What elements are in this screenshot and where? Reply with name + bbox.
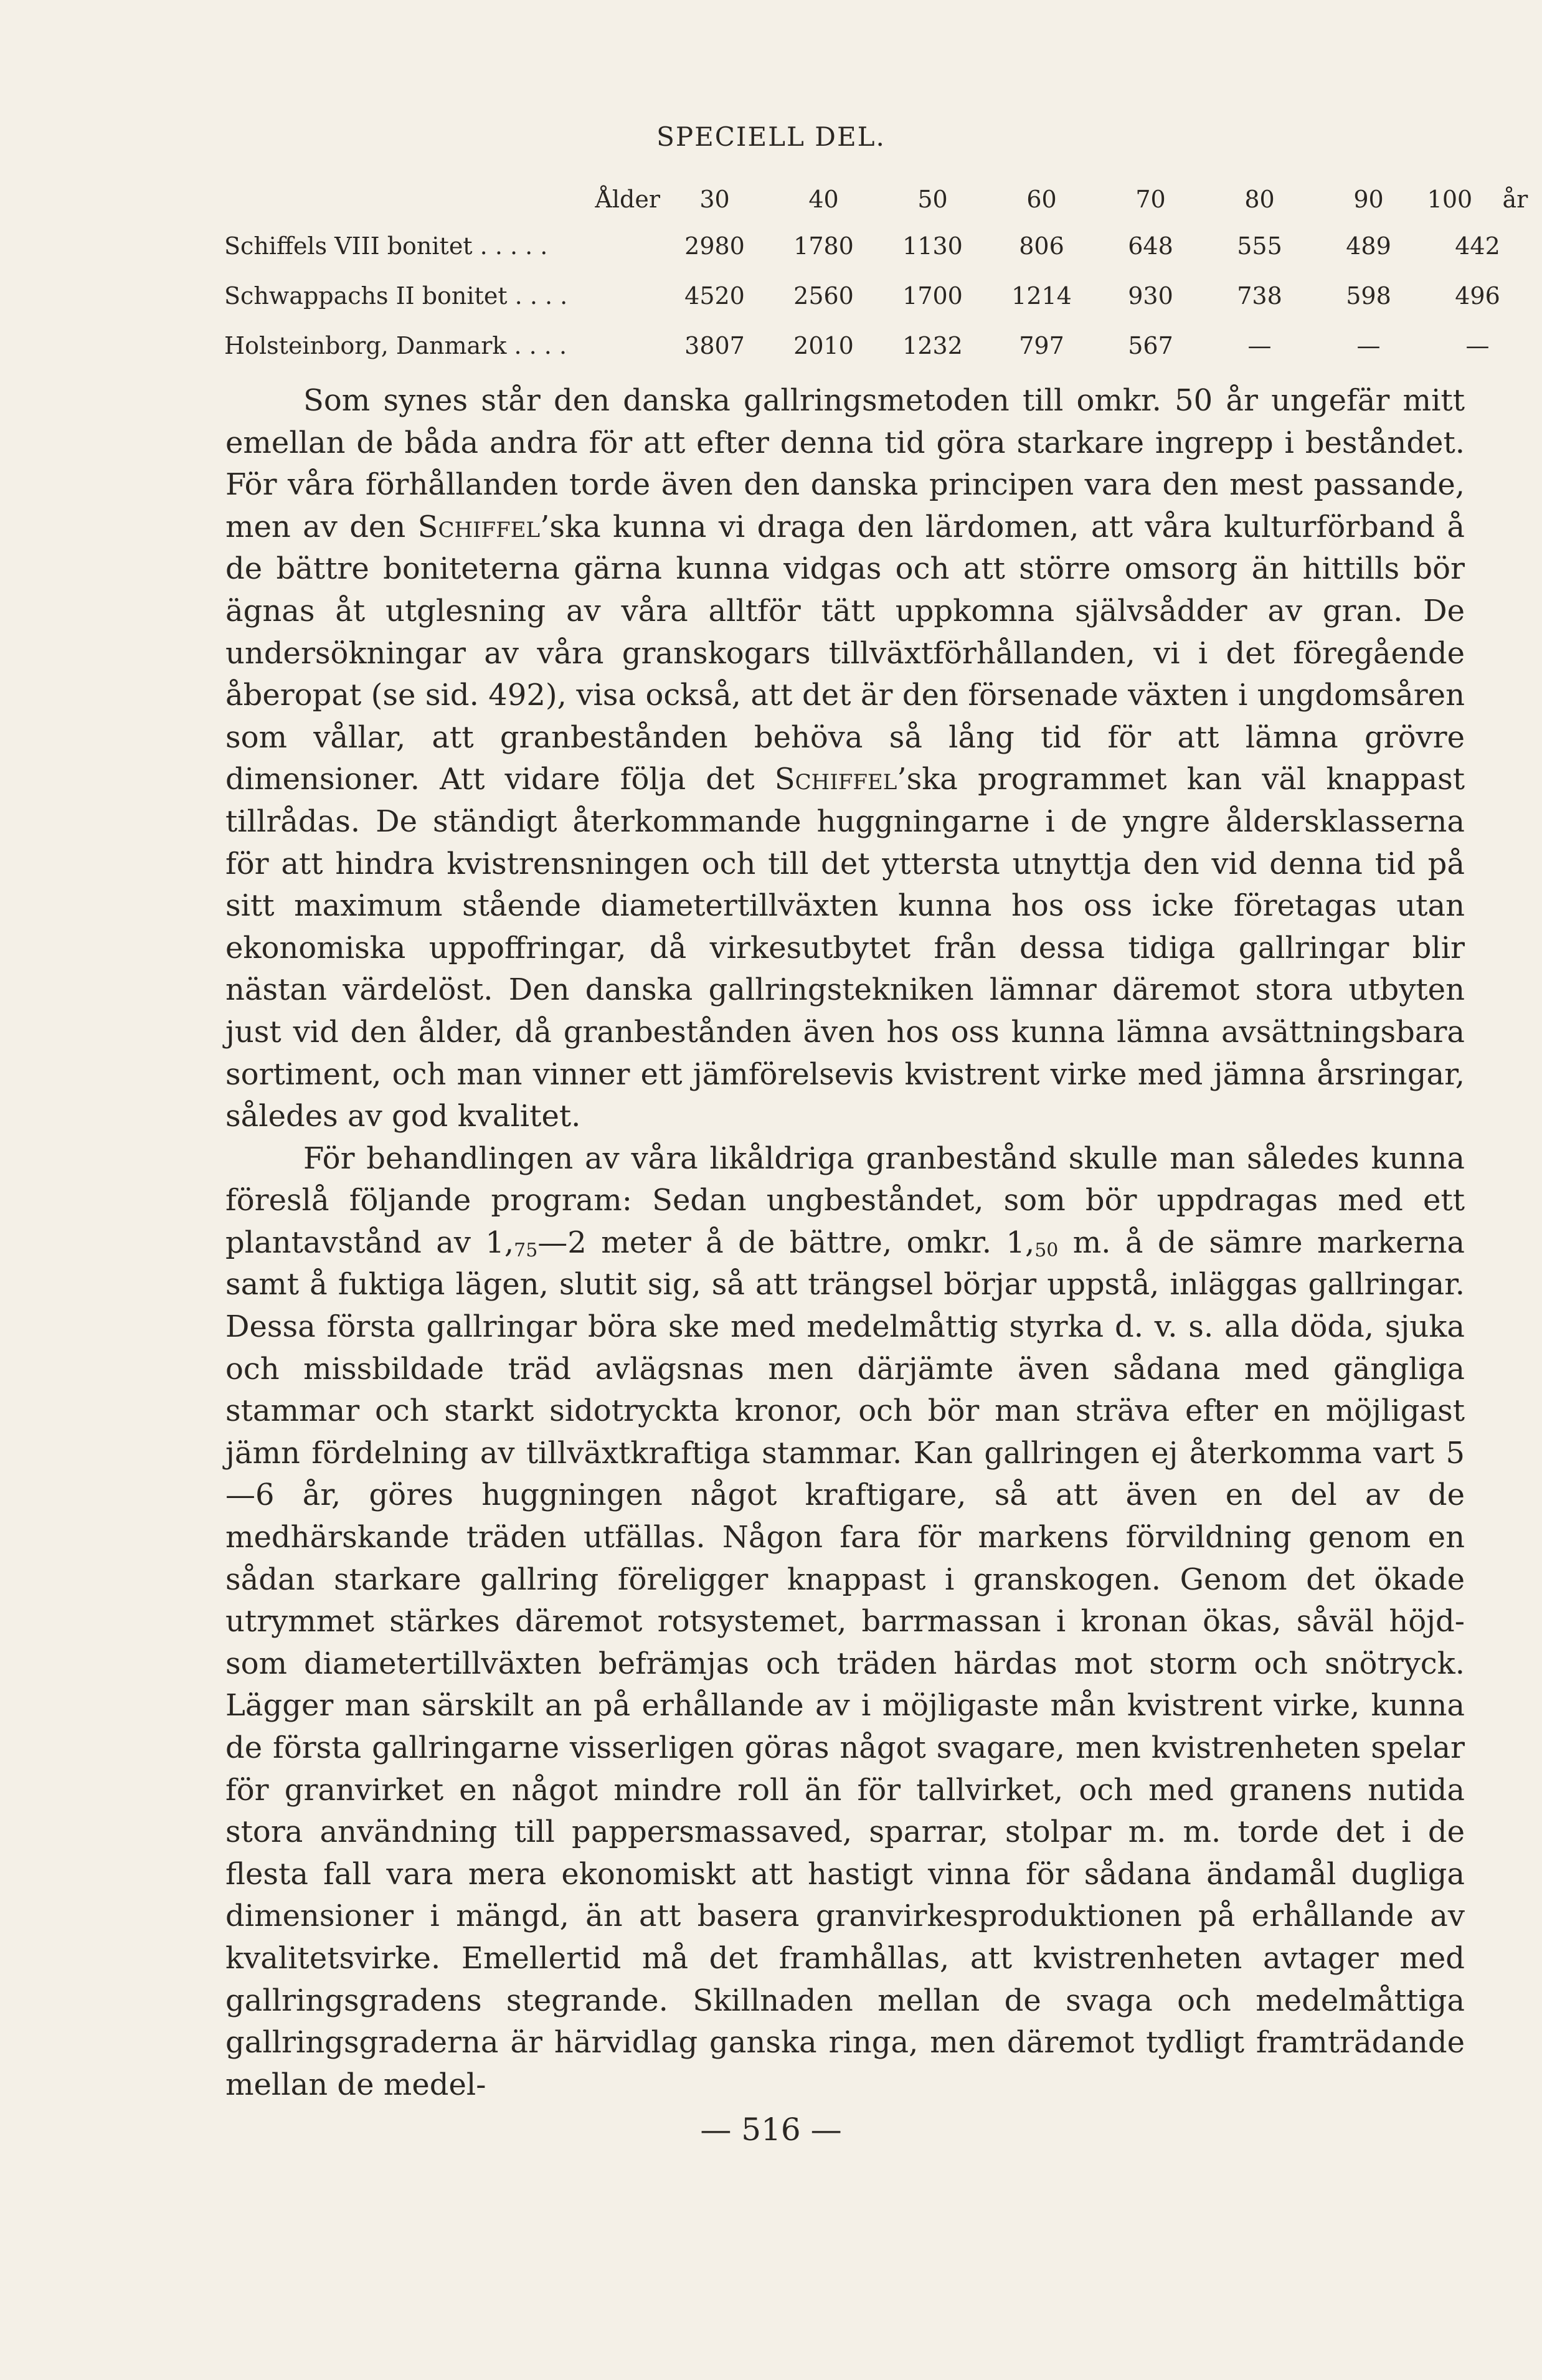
table-cell: 496 [1455,282,1500,310]
table-cell: 598 [1346,282,1391,310]
author-name: Schiffel [774,762,897,797]
age-header: 80 [1244,186,1275,213]
table-cell: 806 [1019,232,1064,260]
table-cell: 1700 [902,282,963,310]
paragraph: För behandlingen av våra likåldriga granbestånd skulle man således kunna föreslå följande program: Sedan ungbeståndet, som bör uppdragas med ett plantavstånd av $1,_{75}—2$ meter å de bättre, omkr. $1,_{50}$ m. å de sämre markerna samt å fuktiga lägen, slutit sig, så att trängsel börjar uppstå, inläggas gallringar. Dessa första gallringar böra ske med medelmåttig styrka d. v. s. alla döda, sjuka och missbildade träd avlägsnas men därjämte även sådana med gängliga stammar och starkt sidotryckta kronor, och bör man sträva efter en möjligast jämn fördelning av tillväxtkraftiga stammar. Kan gallringen ej återkomma vart 5—6 år, göres huggningen något kraftigare, så att även en del av de medhärskande träden utfällas. Någon fara för markens förvildning genom en sådan starkare gallring föreligger knappast i granskogen. Genom det ökade utrymmet stärkes däremot rotsystemet, barrmassan i kronan ökas, såväl höjd- som diametertillväxten befrämjas och träden härdas mot storm och snötryck. Lägger man särskilt an på erhållande av i möjligaste mån kvistrent virke, kunna de första gallringarne visserligen göras något svagare, men kvistrenheten spelar för granvirket en något mindre roll än för tallvirket, och med granens nutida stora användning till pappersmassaved, sparrar, stolpar m. m. torde det i de flesta fall vara mera ekonomiskt att hastigt vinna för sådana ändamål dugliga dimensioner i mängd, än att basera granvirkesproduktionen på erhållande av kvalitetsvirke. Emellertid må det framhållas, att kvistrenheten avtager med gallringsgradens stegrande. Skillnaden mellan de svaga och medelmåttiga gallringsgraderna är härvidlag ganska ringa, men däremot tydligt framträdande mellan de medel- [225,1140,1465,2102]
table-cell: 489 [1346,232,1391,260]
table-cell: 648 [1128,232,1173,260]
table-cell: 567 [1128,332,1173,359]
row-label: Schiffels VIII bonitet . . . . . [224,232,548,260]
age-label: Ålder [595,186,660,213]
table-cell: 930 [1128,282,1173,310]
age-value: 100 [1427,186,1473,213]
table-cell: 738 [1237,282,1282,310]
table-cell: 1214 [1011,282,1072,310]
page-number: — 516 — [700,2112,842,2148]
table-cell: 4520 [684,282,745,310]
table-cell: 442 [1455,232,1500,260]
table-row [224,321,1532,371]
table-cell: 2010 [793,332,854,359]
paragraph: Som synes står den danska gallringsmetoden till omkr. 50 år ungefär mitt emellan de båda andra för att efter denna tid göra starkare ingrepp i beståndet. För våra förhållanden torde även den danska principen vara den mest passande, men av den Schiffel’ska kunna vi draga den lärdomen, att våra kulturförband å de bättre boniteterna gärna kunna vidgas och att större omsorg än hittills bör ägnas åt utglesning av våra alltför tätt uppkomna självsådder av gran. De undersökningar av våra granskogars tillväxtförhållanden, vi i det föregående åberopat (se sid. 492), visa också, att det är den försenade växten i ungdomsåren som vållar, att granbestånden behöva så lång tid för att lämna grövre dimensioner. Att vidare följa det Schiffel’ska programmet kan väl knappast tillrådas. De ständigt återkommande huggningarne i de yngre åldersklasserna för att hindra kvistrensningen och till det yttersta utnyttja den vid denna tid på sitt maximum stående diametertillväxten kunna hos oss icke företagas utan ekonomiska uppoffringar, då virkesutbytet från dessa tidiga gallringar blir nästan värdelöst. Den danska gallringstekniken lämnar däremot stora utbyten just vid den ålder, då granbestånden även hos oss kunna lämna avsättningsbara sortiment, och man vinner ett jämförelsevis kvistrent virke med jämna årsringar, således av god kvalitet. [225,383,1465,1134]
page-header: SPECIELL DEL. [656,121,886,152]
age-header: 70 [1135,186,1166,213]
yield-table [224,178,1532,371]
body-text [225,380,1465,2106]
row-label: Holsteinborg, Danmark . . . . [224,332,567,359]
table-header-row [224,178,1532,221]
table-cell: 3807 [684,332,745,359]
table-cell: 1780 [793,232,854,260]
age-unit: år [1502,186,1528,213]
table-cell: 555 [1237,232,1282,260]
row-label: Schwappachs II bonitet . . . . [224,282,568,310]
table-cell: 2560 [793,282,854,310]
table-cell: 2980 [684,232,745,260]
table-cell: 1232 [902,332,963,359]
table-row [224,271,1532,321]
age-header: 40 [808,186,839,213]
table-cell: 1130 [902,232,963,260]
age-header: 90 [1353,186,1384,213]
table-row [224,221,1532,271]
table-cell: — [1247,332,1272,359]
table-cell: — [1465,332,1490,359]
table-cell: 797 [1019,332,1064,359]
age-header: 60 [1026,186,1057,213]
age-header: 30 [699,186,730,213]
table-cell: — [1356,332,1381,359]
age-header: 50 [917,186,948,213]
age-header [1423,178,1532,221]
author-name: Schiffel [417,509,541,544]
